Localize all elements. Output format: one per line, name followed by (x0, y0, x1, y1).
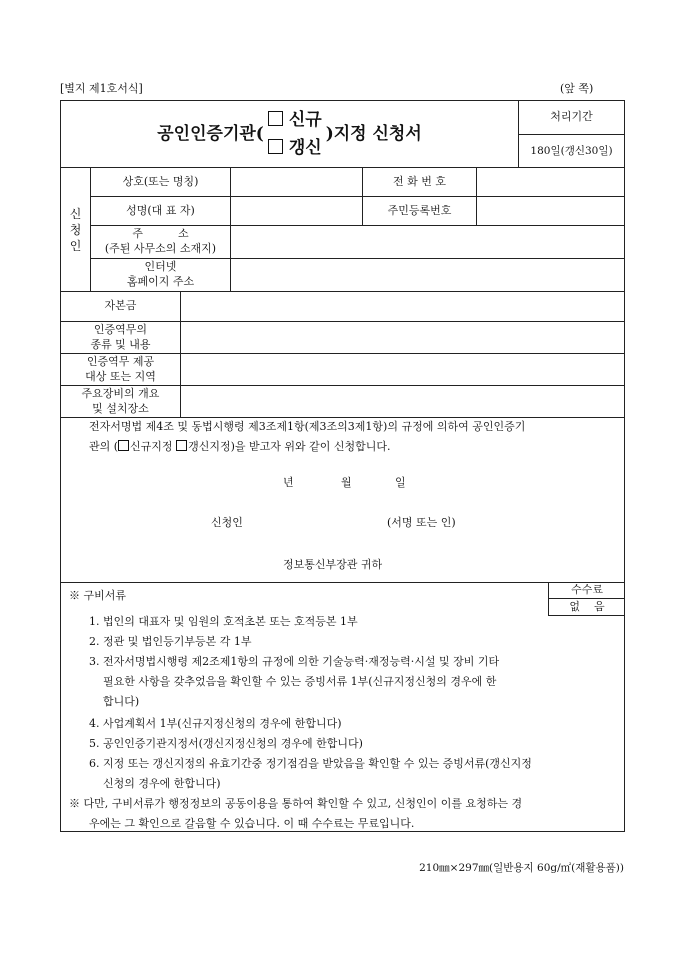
document-item: 6. 지정 또는 갱신지정의 유효기간중 정기점검을 받았음을 확인할 수 있는 증빙서류(갱신지정 (89, 757, 532, 770)
resident-number-field[interactable] (477, 197, 625, 226)
service-target-field[interactable] (181, 354, 625, 386)
phone-field[interactable] (477, 168, 625, 197)
date-day: 일 (395, 476, 406, 489)
document-item: 4. 사업계획서 1부(신규지정신청의 경우에 한합니다) (89, 717, 342, 730)
checkbox-icon[interactable] (268, 139, 283, 154)
homepage-field[interactable] (231, 259, 625, 292)
form-number-label: [별지 제1호서식] (60, 82, 143, 95)
checkbox-icon[interactable] (118, 440, 129, 451)
title-prefix: 공인인증기관( (157, 123, 264, 144)
document-item: 5. 공인인증기관지정서(갱신지정신청의 경우에 한합니다) (89, 737, 363, 750)
fee-label: 수수료 (549, 582, 625, 599)
checkbox-icon[interactable] (176, 440, 187, 451)
application-form-table (60, 100, 625, 832)
declaration-line2: 관의 ( 신규지정 갱신지정)을 받고자 위와 같이 신청합니다. (89, 440, 391, 453)
document-item: 필요한 사항을 갖추었음을 확인할 수 있는 증빙서류 1부(신규지정신청의 경우에 한 (103, 675, 497, 688)
applicant-side-label: 신 청 인 (61, 168, 91, 292)
capital-label: 자본금 (61, 292, 181, 322)
option-new[interactable]: 신규 (268, 106, 322, 134)
addressee: 정보통신부장관 귀하 (283, 558, 383, 571)
signature-label: (서명 또는 인) (387, 516, 456, 529)
documents-note-line2: 우에는 그 확인으로 갈음할 수 있습니다. 이 때 수수료는 무료입니다. (89, 817, 415, 830)
processing-period-value: 180일(갱신30일) (519, 134, 625, 168)
homepage-label: 인터넷 홈페이지 주소 (91, 259, 231, 292)
equipment-label: 주요장비의 개요 및 설치장소 (61, 386, 181, 418)
declaration-section (61, 418, 625, 583)
representative-label: 성명(대 표 자) (91, 197, 231, 226)
service-target-label: 인증역무 제공 대상 또는 지역 (61, 354, 181, 386)
fee-value: 없 음 (569, 600, 605, 613)
documents-header: ※ 구비서류 (69, 589, 127, 602)
company-name-label: 상호(또는 명칭) (91, 168, 231, 197)
title-suffix: )지정 신청서 (325, 123, 422, 144)
document-item: 2. 정관 및 법인등기부등본 각 1부 (89, 635, 252, 648)
paper-spec-footer: 210㎜×297㎜(일반용지 60g/㎡(재활용품)) (419, 862, 624, 874)
documents-note-line1: ※ 다만, 구비서류가 행정정보의 공동이용을 통하여 확인할 수 있고, 신청인이 이를 요청하는 경 (69, 797, 523, 810)
representative-field[interactable] (231, 197, 363, 226)
page-side-label: (앞 쪽) (560, 82, 594, 95)
document-item: 3. 전자서명법시행령 제2조제1항의 규정에 의한 기술능력·재정능력·시설 및 장비 기타 (89, 655, 500, 668)
equipment-field[interactable] (181, 386, 625, 418)
address-label: 주 소 (주된 사무소의 소재지) (91, 226, 231, 259)
declaration-line1: 전자서명법 제4조 및 동법시행령 제3조제1항(제3조의3제1항)의 규정에 의하여 공인인증기 (89, 420, 526, 433)
required-documents-section (61, 583, 625, 832)
processing-period-label: 처리기간 (519, 101, 625, 135)
date-month: 월 (341, 476, 352, 489)
document-item: 합니다) (103, 695, 140, 708)
address-field[interactable] (231, 226, 625, 259)
fee-box (548, 582, 625, 616)
company-name-field[interactable] (231, 168, 363, 197)
document-item: 신청의 경우에 한합니다) (103, 777, 221, 790)
service-type-field[interactable] (181, 322, 625, 354)
applicant-sign-label: 신청인 (211, 516, 243, 529)
resident-number-label: 주민등록번호 (363, 197, 477, 226)
option-renew[interactable]: 갱신 (268, 134, 322, 162)
form-title (61, 101, 519, 168)
capital-field[interactable] (181, 292, 625, 322)
service-type-label: 인증역무의 종류 및 내용 (61, 322, 181, 354)
document-item: 1. 법인의 대표자 및 임원의 호적초본 또는 호적등본 1부 (89, 615, 358, 628)
phone-label: 전 화 번 호 (363, 168, 477, 197)
checkbox-icon[interactable] (268, 111, 283, 126)
date-year: 년 (283, 476, 294, 489)
